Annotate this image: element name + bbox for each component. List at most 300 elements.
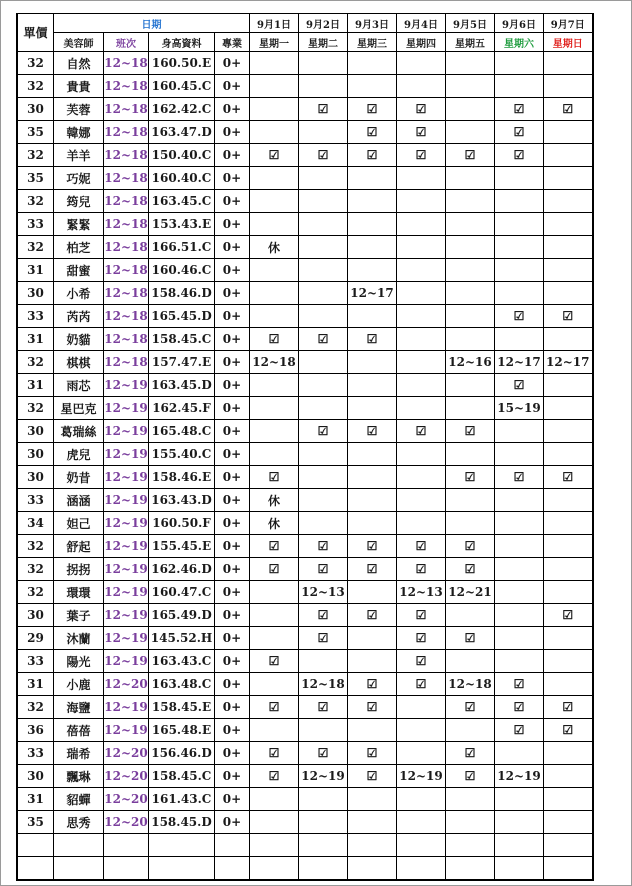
check-icon[interactable]: ☑ xyxy=(348,696,397,719)
check-icon[interactable]: ☑ xyxy=(348,328,397,351)
check-icon[interactable]: ☑ xyxy=(544,696,593,719)
day-cell[interactable] xyxy=(397,443,446,466)
day-cell[interactable] xyxy=(299,650,348,673)
day-cell[interactable] xyxy=(397,834,446,857)
day-cell[interactable] xyxy=(495,259,544,282)
check-icon[interactable]: ☑ xyxy=(348,98,397,121)
pro-cell: 0+ xyxy=(215,673,250,696)
day-cell[interactable] xyxy=(544,282,593,305)
check-icon[interactable]: ☑ xyxy=(446,742,495,765)
day-cell[interactable] xyxy=(397,696,446,719)
day-cell[interactable] xyxy=(446,328,495,351)
day-cell[interactable] xyxy=(250,259,299,282)
day-cell[interactable] xyxy=(495,788,544,811)
day-cell[interactable] xyxy=(299,719,348,742)
check-icon[interactable]: ☑ xyxy=(397,144,446,167)
day-cell[interactable] xyxy=(348,236,397,259)
day-cell[interactable] xyxy=(397,328,446,351)
day-cell[interactable] xyxy=(348,627,397,650)
price-cell: 32 xyxy=(17,397,54,420)
day-cell[interactable] xyxy=(446,213,495,236)
day-cell[interactable] xyxy=(544,443,593,466)
day-cell[interactable] xyxy=(544,213,593,236)
day-cell[interactable] xyxy=(495,420,544,443)
day-cell[interactable] xyxy=(299,374,348,397)
day-cell[interactable] xyxy=(250,627,299,650)
day-cell[interactable] xyxy=(544,834,593,857)
day-cell[interactable] xyxy=(544,420,593,443)
check-icon[interactable]: ☑ xyxy=(397,121,446,144)
check-icon[interactable]: ☑ xyxy=(348,558,397,581)
day-cell[interactable] xyxy=(446,121,495,144)
check-icon[interactable]: ☑ xyxy=(544,98,593,121)
day-cell[interactable] xyxy=(446,52,495,75)
day-cell[interactable]: 12~19 xyxy=(495,765,544,788)
day-cell[interactable] xyxy=(446,650,495,673)
day-cell[interactable] xyxy=(299,466,348,489)
check-icon[interactable]: ☑ xyxy=(250,466,299,489)
day-cell[interactable] xyxy=(446,167,495,190)
body-data-cell: 160.40.C xyxy=(149,167,215,190)
price-cell: 31 xyxy=(17,328,54,351)
day-cell[interactable] xyxy=(299,52,348,75)
check-icon[interactable]: ☑ xyxy=(250,765,299,788)
day-cell[interactable] xyxy=(544,190,593,213)
check-icon[interactable]: ☑ xyxy=(250,650,299,673)
name-cell: 雨芯 xyxy=(54,374,104,397)
check-icon[interactable]: ☑ xyxy=(250,535,299,558)
day-cell[interactable] xyxy=(397,305,446,328)
day-cell[interactable] xyxy=(250,834,299,857)
day-cell[interactable] xyxy=(299,121,348,144)
day-cell[interactable] xyxy=(397,742,446,765)
day-cell[interactable] xyxy=(397,236,446,259)
name-cell: 蓓蓓 xyxy=(54,719,104,742)
class-cell: 12~20 xyxy=(104,765,149,788)
day-cell[interactable] xyxy=(299,75,348,98)
day-cell[interactable]: 12~21 xyxy=(446,581,495,604)
day-cell[interactable] xyxy=(495,834,544,857)
day-cell[interactable] xyxy=(544,765,593,788)
day-cell[interactable] xyxy=(495,75,544,98)
day-cell[interactable] xyxy=(446,788,495,811)
pro-header: 專業 xyxy=(215,33,250,52)
day-cell[interactable] xyxy=(250,167,299,190)
day-cell[interactable] xyxy=(348,75,397,98)
day-cell[interactable] xyxy=(544,167,593,190)
day-cell[interactable] xyxy=(348,167,397,190)
check-icon[interactable]: ☑ xyxy=(397,420,446,443)
name-cell: 柏芝 xyxy=(54,236,104,259)
day-cell[interactable] xyxy=(250,52,299,75)
price-cell: 32 xyxy=(17,190,54,213)
day-cell[interactable] xyxy=(348,305,397,328)
day-cell[interactable] xyxy=(544,742,593,765)
check-icon[interactable]: ☑ xyxy=(446,144,495,167)
body-data-cell: 158.45.C xyxy=(149,328,215,351)
day-cell[interactable] xyxy=(250,581,299,604)
day-cell[interactable] xyxy=(250,374,299,397)
table-row xyxy=(17,834,593,857)
check-icon[interactable]: ☑ xyxy=(397,650,446,673)
day-cell[interactable] xyxy=(348,351,397,374)
day-cell[interactable]: 12~13 xyxy=(299,581,348,604)
day-cell[interactable] xyxy=(348,374,397,397)
day-cell[interactable] xyxy=(544,144,593,167)
day-cell[interactable] xyxy=(299,788,348,811)
day-cell[interactable] xyxy=(544,52,593,75)
day-cell[interactable] xyxy=(250,121,299,144)
day-cell[interactable] xyxy=(299,351,348,374)
day-cell[interactable] xyxy=(348,213,397,236)
day-cell[interactable] xyxy=(348,397,397,420)
day-cell[interactable] xyxy=(299,305,348,328)
day-cell[interactable] xyxy=(397,857,446,881)
check-icon[interactable]: ☑ xyxy=(348,673,397,696)
day-cell[interactable] xyxy=(348,788,397,811)
day-cell[interactable] xyxy=(299,489,348,512)
check-icon[interactable]: ☑ xyxy=(250,328,299,351)
check-icon[interactable]: ☑ xyxy=(495,374,544,397)
day-cell[interactable] xyxy=(348,52,397,75)
day-cell[interactable] xyxy=(544,811,593,834)
day-cell[interactable] xyxy=(348,834,397,857)
day-cell[interactable] xyxy=(544,558,593,581)
day-cell[interactable] xyxy=(544,374,593,397)
check-icon[interactable]: ☑ xyxy=(446,420,495,443)
class-cell: 12~19 xyxy=(104,512,149,535)
day-cell[interactable] xyxy=(446,259,495,282)
day-cell[interactable] xyxy=(544,397,593,420)
check-icon[interactable]: ☑ xyxy=(348,765,397,788)
check-icon[interactable]: ☑ xyxy=(495,466,544,489)
day-cell[interactable]: 12~18 xyxy=(299,673,348,696)
name-cell: 甜蜜 xyxy=(54,259,104,282)
day-cell[interactable] xyxy=(495,811,544,834)
day-cell[interactable] xyxy=(299,259,348,282)
day-cell[interactable] xyxy=(299,167,348,190)
day-cell[interactable] xyxy=(250,443,299,466)
day-cell[interactable] xyxy=(348,443,397,466)
check-icon[interactable]: ☑ xyxy=(348,121,397,144)
day-cell[interactable] xyxy=(544,788,593,811)
day-cell[interactable] xyxy=(250,604,299,627)
day-cell[interactable] xyxy=(299,857,348,881)
check-icon[interactable]: ☑ xyxy=(348,742,397,765)
check-icon[interactable]: ☑ xyxy=(397,558,446,581)
day-cell[interactable] xyxy=(544,535,593,558)
day-cell[interactable]: 12~16 xyxy=(446,351,495,374)
day-cell[interactable] xyxy=(397,397,446,420)
pro-cell: 0+ xyxy=(215,696,250,719)
day-cell[interactable] xyxy=(495,489,544,512)
day-cell[interactable] xyxy=(495,535,544,558)
check-icon[interactable]: ☑ xyxy=(446,765,495,788)
day-cell[interactable] xyxy=(495,52,544,75)
day-cell[interactable] xyxy=(397,52,446,75)
day-cell[interactable]: 12~18 xyxy=(250,351,299,374)
check-icon[interactable]: ☑ xyxy=(250,742,299,765)
class-cell: 12~18 xyxy=(104,213,149,236)
day-cell[interactable] xyxy=(544,627,593,650)
day-cell[interactable] xyxy=(397,489,446,512)
day-cell[interactable] xyxy=(446,305,495,328)
day-cell[interactable] xyxy=(299,236,348,259)
day-cell[interactable]: 休 xyxy=(250,236,299,259)
day-cell[interactable] xyxy=(250,811,299,834)
day-cell[interactable] xyxy=(446,374,495,397)
day-cell[interactable] xyxy=(250,788,299,811)
check-icon[interactable]: ☑ xyxy=(397,604,446,627)
class-cell: 12~19 xyxy=(104,535,149,558)
day-cell[interactable] xyxy=(299,190,348,213)
table-row xyxy=(17,397,593,420)
day-cell[interactable] xyxy=(446,811,495,834)
day-cell[interactable] xyxy=(397,259,446,282)
check-icon[interactable]: ☑ xyxy=(495,719,544,742)
day-cell[interactable] xyxy=(544,328,593,351)
check-icon[interactable]: ☑ xyxy=(299,558,348,581)
check-icon[interactable]: ☑ xyxy=(544,604,593,627)
day-cell[interactable]: 12~17 xyxy=(495,351,544,374)
check-icon[interactable]: ☑ xyxy=(348,420,397,443)
day-cell[interactable] xyxy=(348,190,397,213)
body-data-cell: 163.45.C xyxy=(149,190,215,213)
day-cell[interactable] xyxy=(299,512,348,535)
day-cell[interactable] xyxy=(348,811,397,834)
day-cell[interactable] xyxy=(495,604,544,627)
check-icon[interactable]: ☑ xyxy=(544,466,593,489)
check-icon[interactable]: ☑ xyxy=(397,98,446,121)
check-icon[interactable]: ☑ xyxy=(348,144,397,167)
check-icon[interactable]: ☑ xyxy=(446,535,495,558)
table-row xyxy=(17,535,593,558)
check-icon[interactable]: ☑ xyxy=(299,535,348,558)
check-icon[interactable]: ☑ xyxy=(495,696,544,719)
table-row xyxy=(17,52,593,75)
day-cell[interactable] xyxy=(495,558,544,581)
check-icon[interactable]: ☑ xyxy=(299,742,348,765)
day-cell[interactable] xyxy=(495,282,544,305)
check-icon[interactable]: ☑ xyxy=(397,627,446,650)
day-cell[interactable] xyxy=(299,834,348,857)
day-cell[interactable] xyxy=(544,259,593,282)
check-icon[interactable]: ☑ xyxy=(495,144,544,167)
check-icon[interactable]: ☑ xyxy=(495,121,544,144)
day-cell[interactable] xyxy=(446,443,495,466)
check-icon[interactable]: ☑ xyxy=(544,719,593,742)
table-row xyxy=(17,144,593,167)
day-cell[interactable] xyxy=(397,374,446,397)
day-cell[interactable] xyxy=(446,489,495,512)
day-cell[interactable] xyxy=(250,397,299,420)
day-cell[interactable] xyxy=(250,75,299,98)
class-cell: 12~20 xyxy=(104,742,149,765)
day-cell[interactable] xyxy=(544,75,593,98)
table-row xyxy=(17,75,593,98)
name-cell: 羊羊 xyxy=(54,144,104,167)
day-cell[interactable] xyxy=(495,627,544,650)
day-cell[interactable] xyxy=(397,213,446,236)
day-cell[interactable] xyxy=(299,443,348,466)
check-icon[interactable]: ☑ xyxy=(397,673,446,696)
check-icon[interactable]: ☑ xyxy=(495,673,544,696)
day-cell[interactable] xyxy=(348,650,397,673)
day-cell[interactable] xyxy=(495,742,544,765)
day-cell[interactable] xyxy=(250,673,299,696)
day-cell[interactable] xyxy=(397,75,446,98)
day-cell[interactable]: 12~17 xyxy=(348,282,397,305)
check-icon[interactable]: ☑ xyxy=(250,144,299,167)
day-cell[interactable] xyxy=(397,282,446,305)
check-icon[interactable]: ☑ xyxy=(299,627,348,650)
day-cell[interactable]: 12~19 xyxy=(299,765,348,788)
check-icon[interactable]: ☑ xyxy=(299,98,348,121)
day-cell[interactable]: 12~13 xyxy=(397,581,446,604)
name-cell xyxy=(54,834,104,857)
check-icon[interactable]: ☑ xyxy=(446,696,495,719)
day-cell[interactable] xyxy=(544,236,593,259)
day-cell[interactable] xyxy=(299,397,348,420)
day-cell[interactable] xyxy=(446,512,495,535)
day-cell[interactable] xyxy=(495,236,544,259)
table-row xyxy=(17,742,593,765)
day-cell[interactable] xyxy=(446,190,495,213)
day-cell[interactable] xyxy=(348,857,397,881)
day-cell[interactable] xyxy=(544,581,593,604)
date-header-3: 9月3日 xyxy=(348,14,397,33)
name-header: 美容師 xyxy=(54,33,104,52)
day-cell[interactable] xyxy=(544,489,593,512)
date-group-header: 日期 xyxy=(54,14,250,33)
day-cell[interactable]: 12~18 xyxy=(446,673,495,696)
day-cell[interactable] xyxy=(250,857,299,881)
day-cell[interactable]: 休 xyxy=(250,489,299,512)
check-icon[interactable]: ☑ xyxy=(299,420,348,443)
day-cell[interactable] xyxy=(250,719,299,742)
day-cell[interactable] xyxy=(397,190,446,213)
day-cell[interactable] xyxy=(495,650,544,673)
day-cell[interactable] xyxy=(397,167,446,190)
check-icon[interactable]: ☑ xyxy=(299,328,348,351)
pro-cell: 0+ xyxy=(215,305,250,328)
day-cell[interactable] xyxy=(544,121,593,144)
day-cell[interactable] xyxy=(348,466,397,489)
check-icon[interactable]: ☑ xyxy=(446,558,495,581)
day-cell[interactable] xyxy=(250,282,299,305)
day-cell[interactable] xyxy=(446,282,495,305)
day-cell[interactable] xyxy=(348,489,397,512)
day-cell[interactable] xyxy=(544,673,593,696)
day-cell[interactable] xyxy=(544,857,593,881)
check-icon[interactable]: ☑ xyxy=(544,305,593,328)
day-cell[interactable] xyxy=(397,351,446,374)
day-cell[interactable] xyxy=(348,581,397,604)
body-data-cell: 162.42.C xyxy=(149,98,215,121)
day-cell[interactable] xyxy=(446,719,495,742)
name-cell: 緊緊 xyxy=(54,213,104,236)
day-cell[interactable] xyxy=(446,857,495,881)
day-cell[interactable]: 12~17 xyxy=(544,351,593,374)
day-cell[interactable] xyxy=(495,167,544,190)
day-cell[interactable] xyxy=(397,811,446,834)
day-cell[interactable] xyxy=(495,857,544,881)
check-icon[interactable]: ☑ xyxy=(446,466,495,489)
day-cell[interactable] xyxy=(299,811,348,834)
day-cell[interactable] xyxy=(446,834,495,857)
day-cell[interactable] xyxy=(495,443,544,466)
day-cell[interactable] xyxy=(397,466,446,489)
weekday-header-4: 星期四 xyxy=(397,33,446,52)
check-icon[interactable]: ☑ xyxy=(250,696,299,719)
pro-cell: 0+ xyxy=(215,466,250,489)
day-cell[interactable] xyxy=(348,719,397,742)
day-cell[interactable] xyxy=(446,397,495,420)
check-icon[interactable]: ☑ xyxy=(446,627,495,650)
check-icon[interactable]: ☑ xyxy=(299,144,348,167)
pro-cell xyxy=(215,857,250,881)
pro-cell: 0+ xyxy=(215,374,250,397)
check-icon[interactable]: ☑ xyxy=(397,535,446,558)
day-cell[interactable] xyxy=(495,213,544,236)
pro-cell: 0+ xyxy=(215,167,250,190)
price-cell xyxy=(17,834,54,857)
check-icon[interactable]: ☑ xyxy=(299,604,348,627)
table-row xyxy=(17,236,593,259)
day-cell[interactable] xyxy=(250,213,299,236)
price-cell: 33 xyxy=(17,742,54,765)
day-cell[interactable]: 休 xyxy=(250,512,299,535)
check-icon[interactable]: ☑ xyxy=(495,98,544,121)
day-cell[interactable] xyxy=(495,190,544,213)
check-icon[interactable]: ☑ xyxy=(250,558,299,581)
day-cell[interactable] xyxy=(495,581,544,604)
day-cell[interactable] xyxy=(299,213,348,236)
day-cell[interactable] xyxy=(397,719,446,742)
day-cell[interactable] xyxy=(250,98,299,121)
day-cell[interactable] xyxy=(348,259,397,282)
day-cell[interactable]: 12~19 xyxy=(397,765,446,788)
pro-cell: 0+ xyxy=(215,259,250,282)
day-cell[interactable] xyxy=(495,512,544,535)
check-icon[interactable]: ☑ xyxy=(495,305,544,328)
day-cell[interactable] xyxy=(299,282,348,305)
day-cell[interactable] xyxy=(250,305,299,328)
pro-cell: 0+ xyxy=(215,144,250,167)
class-cell xyxy=(104,834,149,857)
day-cell[interactable] xyxy=(397,512,446,535)
day-cell[interactable] xyxy=(250,420,299,443)
day-cell[interactable] xyxy=(544,512,593,535)
day-cell[interactable]: 15~19 xyxy=(495,397,544,420)
day-cell[interactable] xyxy=(446,75,495,98)
day-cell[interactable] xyxy=(446,236,495,259)
day-cell[interactable] xyxy=(397,788,446,811)
day-cell[interactable] xyxy=(446,98,495,121)
day-cell[interactable] xyxy=(250,190,299,213)
check-icon[interactable]: ☑ xyxy=(299,696,348,719)
check-icon[interactable]: ☑ xyxy=(348,535,397,558)
day-cell[interactable] xyxy=(495,328,544,351)
day-cell[interactable] xyxy=(348,512,397,535)
table-row xyxy=(17,650,593,673)
check-icon[interactable]: ☑ xyxy=(348,604,397,627)
day-cell[interactable] xyxy=(544,650,593,673)
class-cell: 12~19 xyxy=(104,489,149,512)
day-cell[interactable] xyxy=(446,604,495,627)
body-data-cell: 160.50.F xyxy=(149,512,215,535)
name-cell: 貴貴 xyxy=(54,75,104,98)
